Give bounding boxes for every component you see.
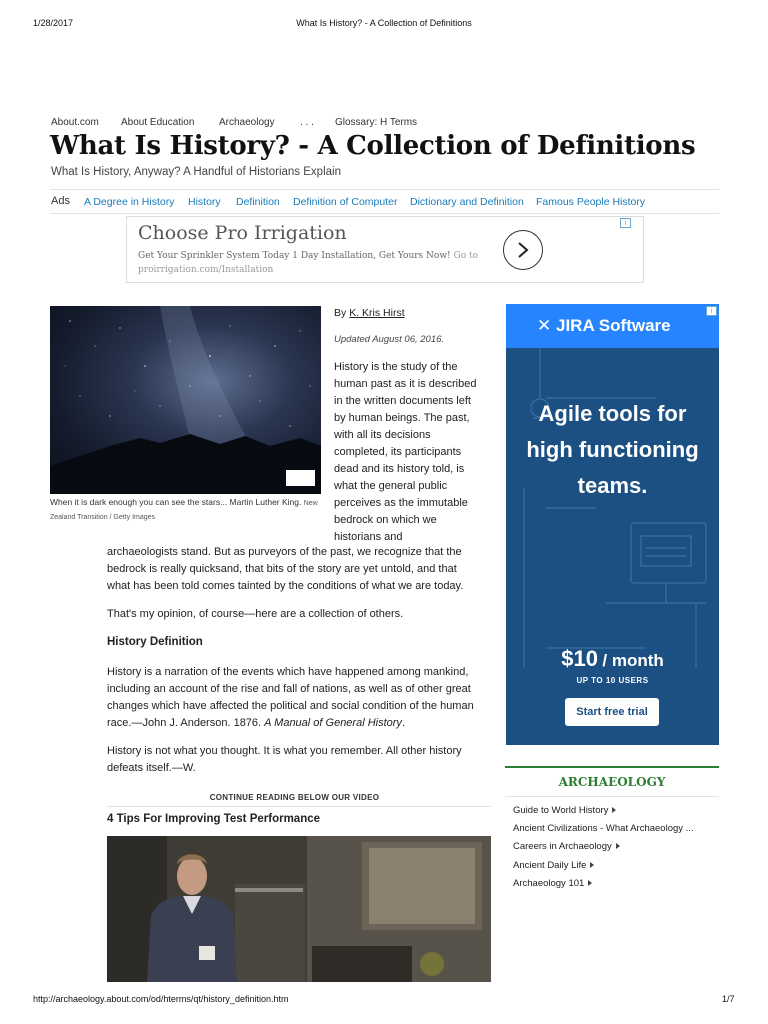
top-ad-body: Get Your Sprinkler System Today 1 Day Installation, Get Yours Now! — [138, 251, 451, 261]
intro-line: bedrock on which we — [334, 514, 437, 526]
breadcrumb-item-archaeology[interactable]: Archaeology — [219, 117, 275, 128]
sidebar-item[interactable] — [513, 878, 592, 889]
jira-price-value: $10 — [561, 646, 598, 671]
jira-brand — [537, 316, 671, 336]
caption-text: When it is dark enough you can see the stars... Martin Luther King. — [50, 497, 302, 507]
book-title: A Manual of General History — [264, 717, 402, 729]
article-photo — [50, 306, 321, 494]
intro-line: human past as it is described — [334, 378, 477, 390]
jira-logo-icon: ✕ — [537, 316, 552, 335]
jira-price — [506, 646, 719, 672]
top-ad-banner[interactable] — [126, 216, 644, 283]
intro-line: what the general public — [334, 480, 448, 492]
caret-right-icon — [612, 807, 616, 813]
sidebar-item-label: Guide to World History — [513, 805, 609, 816]
sidebar-item[interactable] — [513, 805, 616, 816]
intro-line: completed, its participants — [334, 446, 462, 458]
definition-2 — [107, 743, 497, 777]
ad-link-definition[interactable]: Definition — [236, 196, 280, 208]
divider — [107, 806, 491, 807]
author-link[interactable]: K. Kris Hirst — [349, 307, 405, 319]
ads-bar — [51, 195, 719, 211]
page-subtitle: What Is History, Anyway? A Handful of Historians Explain — [51, 166, 341, 178]
ad-link-computer[interactable]: Definition of Computer — [293, 196, 398, 208]
intro-line: by human beings. The past, — [334, 412, 470, 424]
start-trial-button[interactable]: Start free trial — [565, 698, 659, 726]
jira-brand-text: JIRA Software — [555, 316, 671, 335]
ad-info-icon[interactable]: i — [706, 306, 717, 316]
intro-line: archaeologists stand. But as purveyors of the past, we recognize that the — [107, 546, 462, 558]
chevron-right-icon[interactable] — [503, 230, 543, 270]
continue-reading-label: CONTINUE READING BELOW OUR VIDEO — [209, 793, 380, 802]
byline — [334, 307, 405, 319]
def-citation: race.—John J. Anderson. 1876. — [107, 717, 262, 729]
jira-price-per: / month — [602, 651, 664, 670]
ad-info-icon[interactable]: i — [620, 218, 631, 228]
jira-ad[interactable] — [506, 304, 719, 745]
intro-line: with all its decisions — [334, 429, 431, 441]
top-ad-headline[interactable]: Choose Pro Irrigation — [138, 222, 347, 244]
top-ad-url[interactable]: proirrigation.com/Installation — [138, 265, 274, 275]
breadcrumb-item-education[interactable]: About Education — [121, 117, 195, 128]
breadcrumb-ellipsis[interactable]: . . . — [300, 117, 314, 128]
intro-line: dead and its history told, is — [334, 463, 465, 475]
sidebar-item[interactable] — [513, 841, 620, 852]
intro-line: bedrock is really quicksand, that bits of the story are yet untold, and that — [107, 563, 457, 575]
by-prefix: By — [334, 307, 347, 319]
print-title: What Is History? - A Collection of Definitions — [296, 18, 472, 28]
ad-link-degree[interactable]: A Degree in History — [84, 196, 175, 208]
video-player[interactable] — [107, 836, 491, 982]
sidebar-item-label: Ancient Civilizations - What Archaeology ... — [513, 823, 694, 834]
top-ad-goto: Go to — [453, 251, 479, 261]
print-date: 1/28/2017 — [33, 18, 74, 28]
ad-link-famous[interactable]: Famous People History — [536, 196, 646, 208]
sidebar-item-label: Careers in Archaeology — [513, 841, 612, 852]
jira-headline-line: Agile tools for — [538, 401, 687, 426]
definition-1 — [107, 664, 497, 732]
caret-right-icon — [588, 880, 592, 886]
print-url: http://archaeology.about.com/od/hterms/qt/history_definition.htm — [33, 994, 289, 1004]
top-ad-text — [138, 249, 488, 277]
jira-users: UP TO 10 USERS — [576, 676, 649, 685]
def-line: changes which have affected the political and social condition of the human — [107, 700, 474, 712]
photo-credit: New Zealand Transition / Getty Images — [50, 500, 318, 521]
caret-right-icon — [616, 843, 620, 849]
def-line: History is a narration of the events which have happened among mankind, — [107, 666, 469, 678]
print-page-number: 1/7 — [722, 994, 735, 1004]
sidebar-item-label: Ancient Daily Life — [513, 860, 587, 871]
sidebar-item-label: Archaeology 101 — [513, 878, 585, 889]
page-title: What Is History? - A Collection of Definitions — [50, 131, 696, 161]
def-line: History is not what you thought. It is what you remember. All other history — [107, 745, 462, 757]
jira-headline-line: teams. — [577, 473, 648, 498]
def-line — [107, 715, 497, 732]
intro-line: historians and — [334, 531, 403, 543]
video-title[interactable]: 4 Tips For Improving Test Performance — [107, 813, 321, 825]
photo-caption — [50, 496, 328, 524]
intro-line: perceives as the immutable — [334, 497, 468, 509]
divider — [50, 189, 719, 190]
updated-date: Updated August 06, 2016. — [334, 334, 445, 345]
sidebar-item[interactable] — [513, 860, 594, 871]
intro-line: History is the study of the — [334, 361, 458, 373]
section-heading: History Definition — [107, 636, 203, 648]
divider — [505, 796, 719, 797]
opinion-paragraph: That's my opinion, of course—here are a collection of others. — [107, 608, 404, 620]
divider — [50, 213, 719, 214]
sidebar-title: ARCHAEOLOGY — [558, 775, 666, 789]
jira-headline-line: high functioning — [526, 437, 699, 462]
breadcrumb — [51, 117, 471, 131]
caret-right-icon — [590, 862, 594, 868]
ads-label: Ads — [51, 195, 70, 207]
ad-link-dictionary[interactable]: Dictionary and Definition — [410, 196, 524, 208]
breadcrumb-item-glossary[interactable]: Glossary: H Terms — [335, 117, 418, 128]
jira-headline — [506, 396, 719, 504]
breadcrumb-item-about[interactable]: About.com — [51, 117, 99, 128]
intro-line: what has been told comes tainted by the conditions of what we are today. — [107, 580, 464, 592]
def-line: including an account of the rise and fall of nations, as well as of other great — [107, 683, 471, 695]
def-line: defeats itself.—W. — [107, 762, 196, 774]
intro-wide — [107, 544, 497, 595]
sidebar-rule — [505, 766, 719, 768]
ad-link-history[interactable]: History — [188, 196, 221, 208]
intro-line: in the written documents left — [334, 395, 471, 407]
intro-narrow — [334, 359, 494, 546]
sidebar-item[interactable] — [513, 823, 694, 834]
def-end: . — [401, 717, 405, 729]
